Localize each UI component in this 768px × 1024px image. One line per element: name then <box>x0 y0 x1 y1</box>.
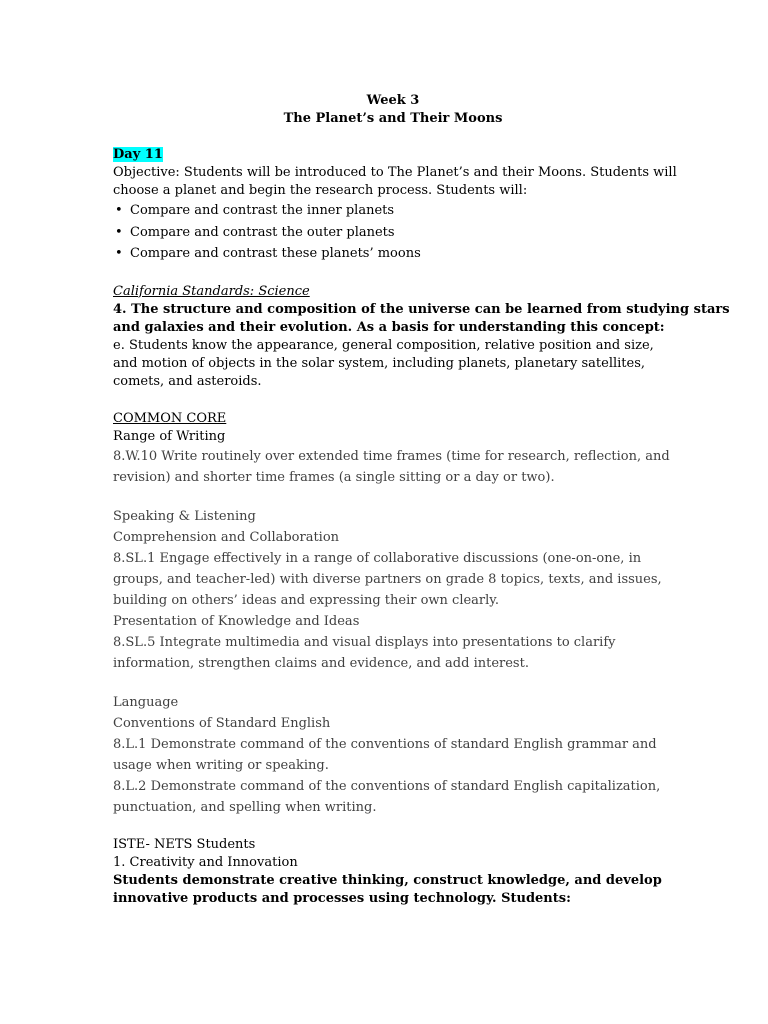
objective-bullet-list <box>113 200 673 265</box>
bullet-icon: • <box>115 203 123 218</box>
standard-w10-line: 8.W.10 Write routinely over extended time frames (time for research, reflection, and <box>113 448 670 464</box>
objective-line-2: choose a planet and begin the research process. Students will: <box>113 183 528 198</box>
bullet-icon: • <box>115 224 123 240</box>
bullet-icon: • <box>115 246 123 261</box>
ca-standard-line: comets, and asteroids. <box>113 374 262 390</box>
standard-l1-line: usage when writing or speaking. <box>113 757 329 773</box>
standard-l2-line: punctuation, and spelling when writing. <box>113 799 377 815</box>
range-of-writing-heading: Range of Writing <box>113 428 226 444</box>
list-item: • Compare and contrast the outer planets <box>113 222 673 244</box>
standard-sl5-line: information, strengthen claims and evidence, and add interest. <box>113 655 529 671</box>
standard-sl1-line: groups, and teacher-led) with diverse partners on grade 8 topics, texts, and issues, <box>113 571 662 587</box>
ca-standards-heading: California Standards: Science <box>113 283 310 299</box>
ca-standard-line: e. Students know the appearance, general composition, relative position and size, <box>113 337 654 353</box>
standard-sl5-line: 8.SL.5 Integrate multimedia and visual displays into presentations to clarify <box>113 634 616 650</box>
ca-standard-line: and galaxies and their evolution. As a basis for understanding this concept: <box>113 319 665 335</box>
iste-line: Students demonstrate creative thinking, construct knowledge, and develop <box>113 872 662 888</box>
ca-standard-line: 4. The structure and composition of the universe can be learned from studying stars <box>113 301 730 317</box>
day-label: Day 11 <box>113 147 163 162</box>
standard-sl1-line: building on others’ ideas and expressing their own clearly. <box>113 592 500 608</box>
conventions-heading: Conventions of Standard English <box>113 715 331 731</box>
standard-sl1-line: 8.SL.1 Engage effectively in a range of collaborative discussions (one-on-one, in <box>113 550 642 566</box>
standard-l2-line: 8.L.2 Demonstrate command of the conventions of standard English capitalization, <box>113 778 661 794</box>
objective-line-1: Objective: Students will be introduced to The Planet’s and their Moons. Students will <box>113 165 677 180</box>
list-item: • Compare and contrast these planets’ moons <box>113 243 673 265</box>
iste-heading: ISTE- NETS Students <box>113 836 256 852</box>
iste-line: innovative products and processes using technology. Students: <box>113 890 571 906</box>
language-heading: Language <box>113 694 179 710</box>
common-core-heading: COMMON CORE <box>113 410 227 426</box>
standard-l1-line: 8.L.1 Demonstrate command of the conventions of standard English grammar and <box>113 736 657 752</box>
speaking-listening-heading: Speaking & Listening <box>113 508 256 524</box>
ca-standard-line: and motion of objects in the solar system, including planets, planetary satellites, <box>113 356 646 372</box>
iste-subheading: 1. Creativity and Innovation <box>113 854 298 870</box>
comprehension-heading: Comprehension and Collaboration <box>113 529 340 545</box>
presentation-heading: Presentation of Knowledge and Ideas <box>113 613 360 629</box>
page-title: The Planet’s and Their Moons <box>283 111 503 126</box>
standard-w10-line: revision) and shorter time frames (a single sitting or a day or two). <box>113 469 555 485</box>
list-item: • Compare and contrast the inner planets <box>113 200 673 222</box>
document-body <box>113 92 730 908</box>
week-heading: Week 3 <box>366 93 420 108</box>
